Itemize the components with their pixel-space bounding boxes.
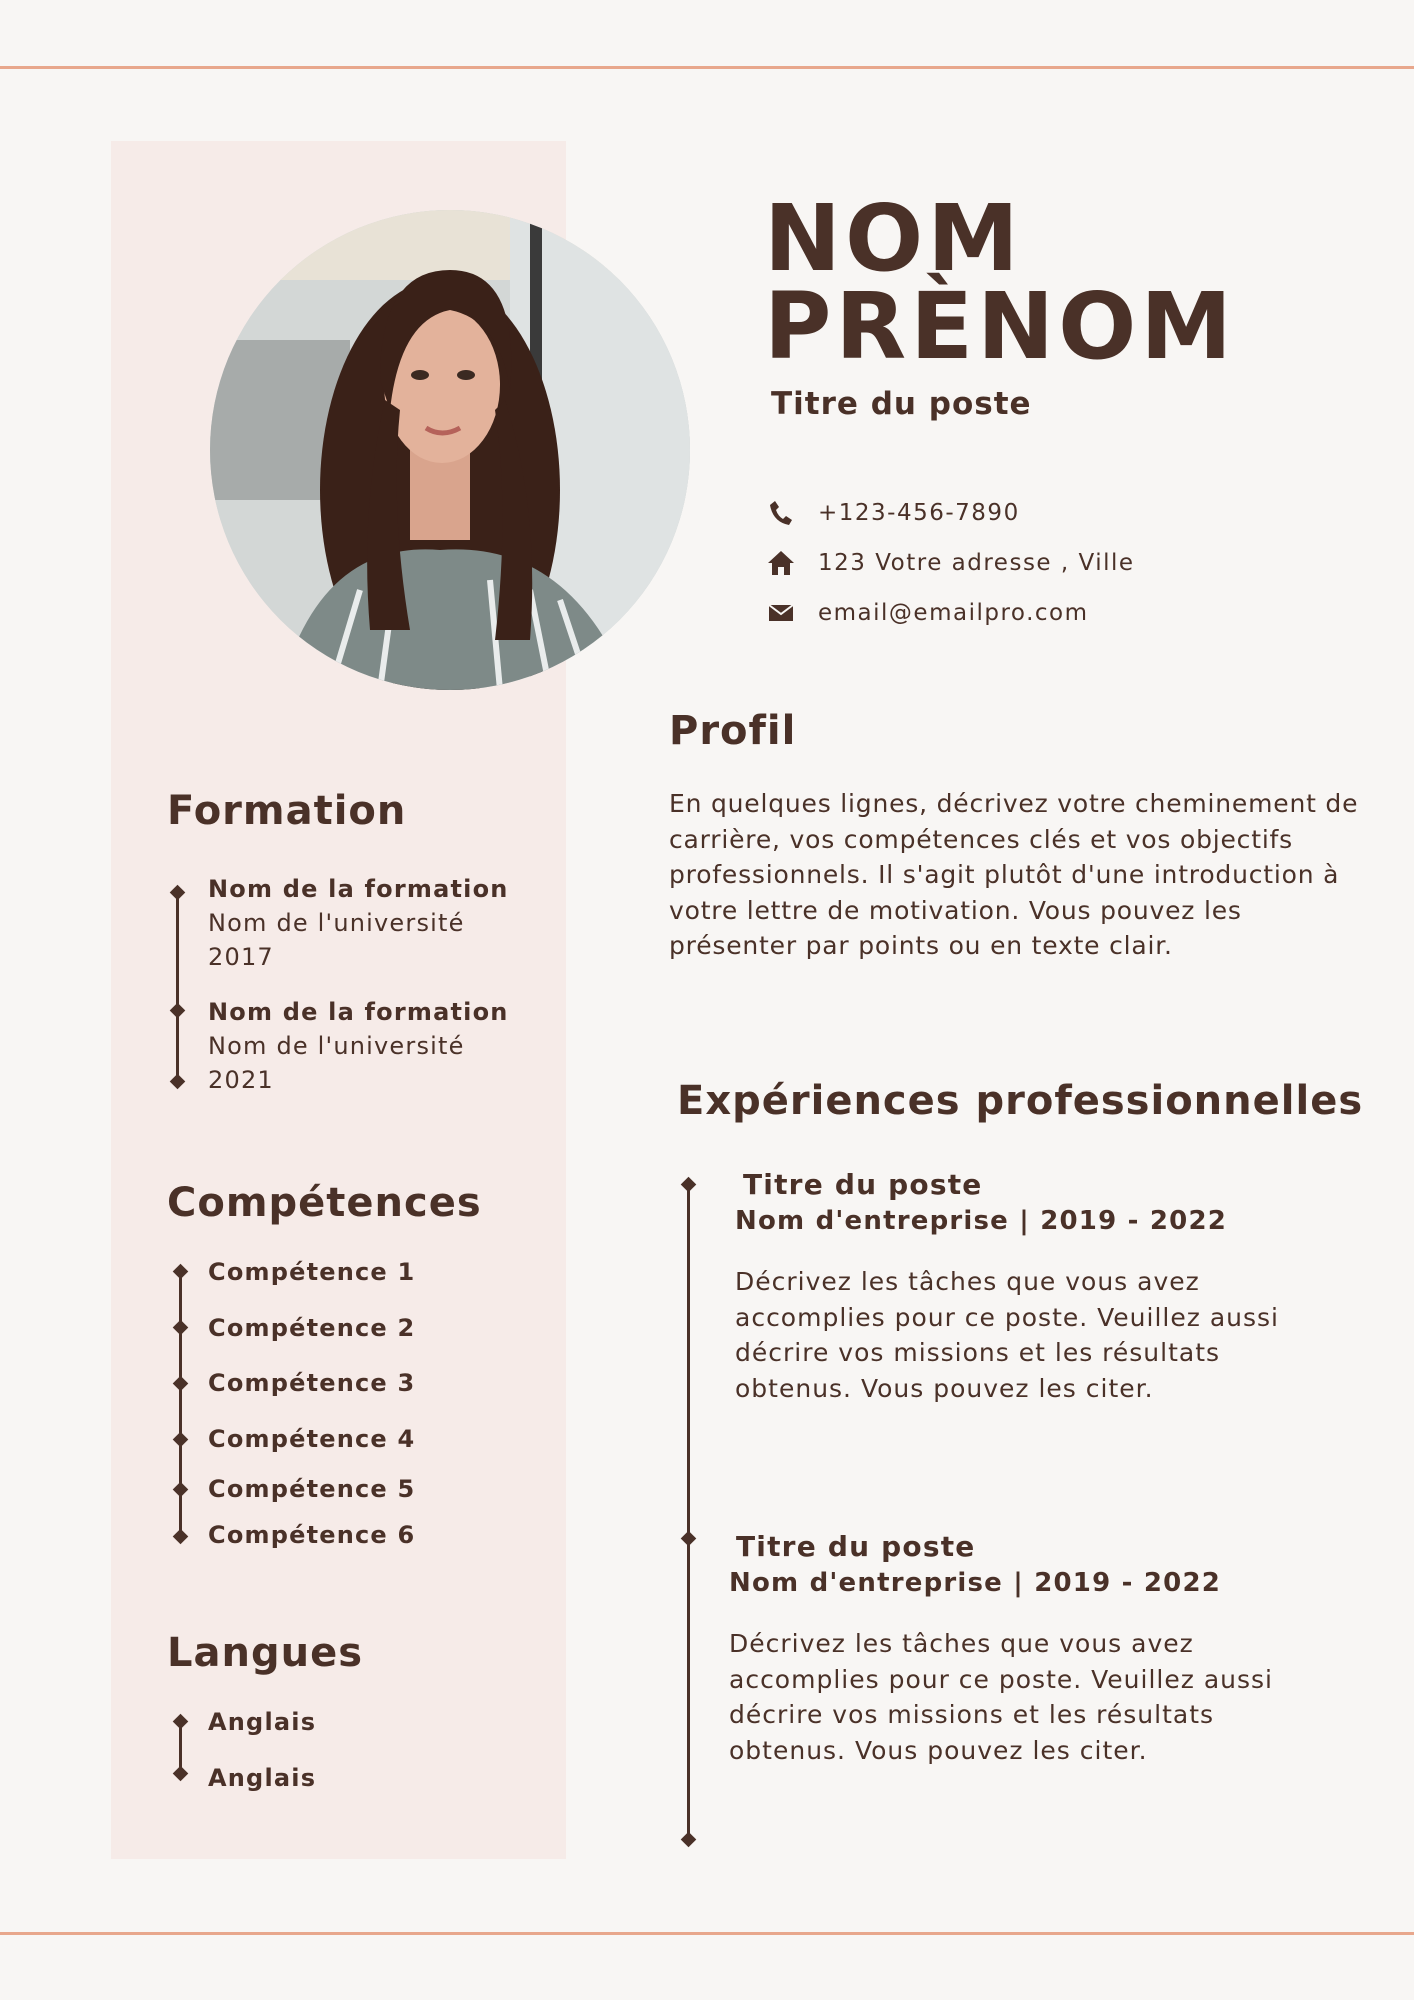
home-icon [766, 548, 796, 578]
experience-company: Nom d'entreprise | 2019 - 2022 [729, 1568, 1222, 1598]
skill-item: Compétence 3 [208, 1369, 416, 1397]
contact-email [766, 588, 1135, 638]
contact-list [766, 488, 1135, 638]
skill-item: Compétence 2 [208, 1314, 416, 1342]
profile-photo [210, 210, 690, 690]
skill-item: Compétence 5 [208, 1475, 416, 1503]
email-text[interactable]: email@emailpro.com [818, 600, 1089, 626]
education-item [208, 872, 509, 974]
skills-timeline [179, 1272, 182, 1540]
timeline-marker [681, 1832, 697, 1848]
experience-description: Décrivez les tâches que vous avez accomplies pour ce poste. Veuillez aussi décrire vos missions et les résultats obtenus. Vous pouvez les citer. [735, 1267, 1279, 1403]
skill-item: Compétence 6 [208, 1521, 416, 1549]
job-title: Titre du poste [771, 386, 1032, 422]
experience-description: Décrivez les tâches que vous avez accomplies pour ce poste. Veuillez aussi décrire vos missions et les résultats obtenus. Vous pouvez les citer. [729, 1629, 1273, 1765]
top-divider [0, 66, 1414, 69]
experience-timeline [687, 1185, 690, 1840]
education-heading: Formation [167, 788, 407, 834]
address-text: 123 Votre adresse , Ville [818, 550, 1135, 576]
bottom-divider [0, 1932, 1414, 1935]
profile-text: En quelques lignes, décrivez votre cheminement de carrière, vos compétences clés et vos objectifs professionnels. Il s'agit plutôt d'une introduction à votre lettre de motivation. Vous pouvez les présenter par points ou en texte clair. [669, 789, 1359, 960]
skill-item: Compétence 4 [208, 1425, 416, 1453]
experience-heading: Expériences professionnelles [677, 1078, 1364, 1124]
language-item: Anglais [208, 1708, 317, 1736]
first-name: PRÈNOM [764, 273, 1236, 380]
mail-icon [766, 598, 796, 628]
education-year: 2017 [208, 943, 274, 971]
timeline-marker [681, 1531, 697, 1547]
education-timeline [176, 893, 179, 1081]
full-name [764, 185, 1236, 380]
school-name: Nom de l'université [208, 909, 465, 937]
phone-text[interactable]: +123-456-7890 [818, 500, 1020, 526]
education-item [208, 995, 509, 1097]
language-item: Anglais [208, 1764, 317, 1792]
profile-heading: Profil [669, 708, 797, 754]
skill-item: Compétence 1 [208, 1258, 416, 1286]
contact-phone [766, 488, 1135, 538]
school-name: Nom de l'université [208, 1032, 465, 1060]
timeline-marker [681, 1177, 697, 1193]
degree-name: Nom de la formation [208, 875, 509, 903]
experience-title: Titre du poste [743, 1168, 983, 1201]
experience-company: Nom d'entreprise | 2019 - 2022 [735, 1206, 1228, 1236]
experience-title: Titre du poste [736, 1530, 976, 1563]
education-year: 2021 [208, 1066, 274, 1094]
degree-name: Nom de la formation [208, 998, 509, 1026]
skills-heading: Compétences [167, 1180, 482, 1226]
contact-address [766, 538, 1135, 588]
phone-icon [766, 498, 796, 528]
languages-heading: Langues [167, 1630, 364, 1676]
last-name: NOM [764, 185, 1023, 292]
